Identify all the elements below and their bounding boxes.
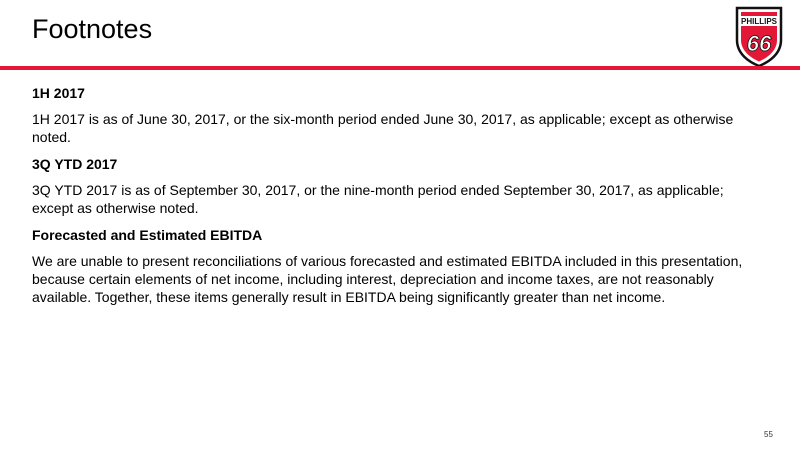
slide-title: Footnotes <box>32 14 153 44</box>
section-body: 3Q YTD 2017 is as of September 30, 2017, or the nine-month period ended September 30, 2017, as applicable; except as otherwise noted. <box>32 182 724 216</box>
logo-number: 66 <box>746 31 772 56</box>
section-body: We are unable to present reconciliations of various forecasted and estimated EBITDA included in this presentation, because certain elements of net income, including interest, depreciation and income taxes, are not reasonably available. Together, these items generally result in EBITDA being significantly greater than net income. <box>32 253 743 305</box>
section-body: 1H 2017 is as of June 30, 2017, or the six-month period ended June 30, 2017, as applicable; except as otherwise noted. <box>32 111 734 145</box>
logo-top-text: PHILLIPS <box>740 17 778 26</box>
section-heading: Forecasted and Estimated EBITDA <box>32 227 263 243</box>
footnotes-content <box>32 84 762 315</box>
footnote-section-3q-ytd-2017 <box>32 155 762 217</box>
phillips-66-logo <box>733 4 785 68</box>
section-heading: 1H 2017 <box>32 85 85 101</box>
page-number: 55 <box>764 430 773 439</box>
title-divider <box>0 66 800 70</box>
footnote-section-ebitda <box>32 226 762 306</box>
section-heading: 3Q YTD 2017 <box>32 156 118 172</box>
footnote-section-1h-2017 <box>32 84 762 146</box>
